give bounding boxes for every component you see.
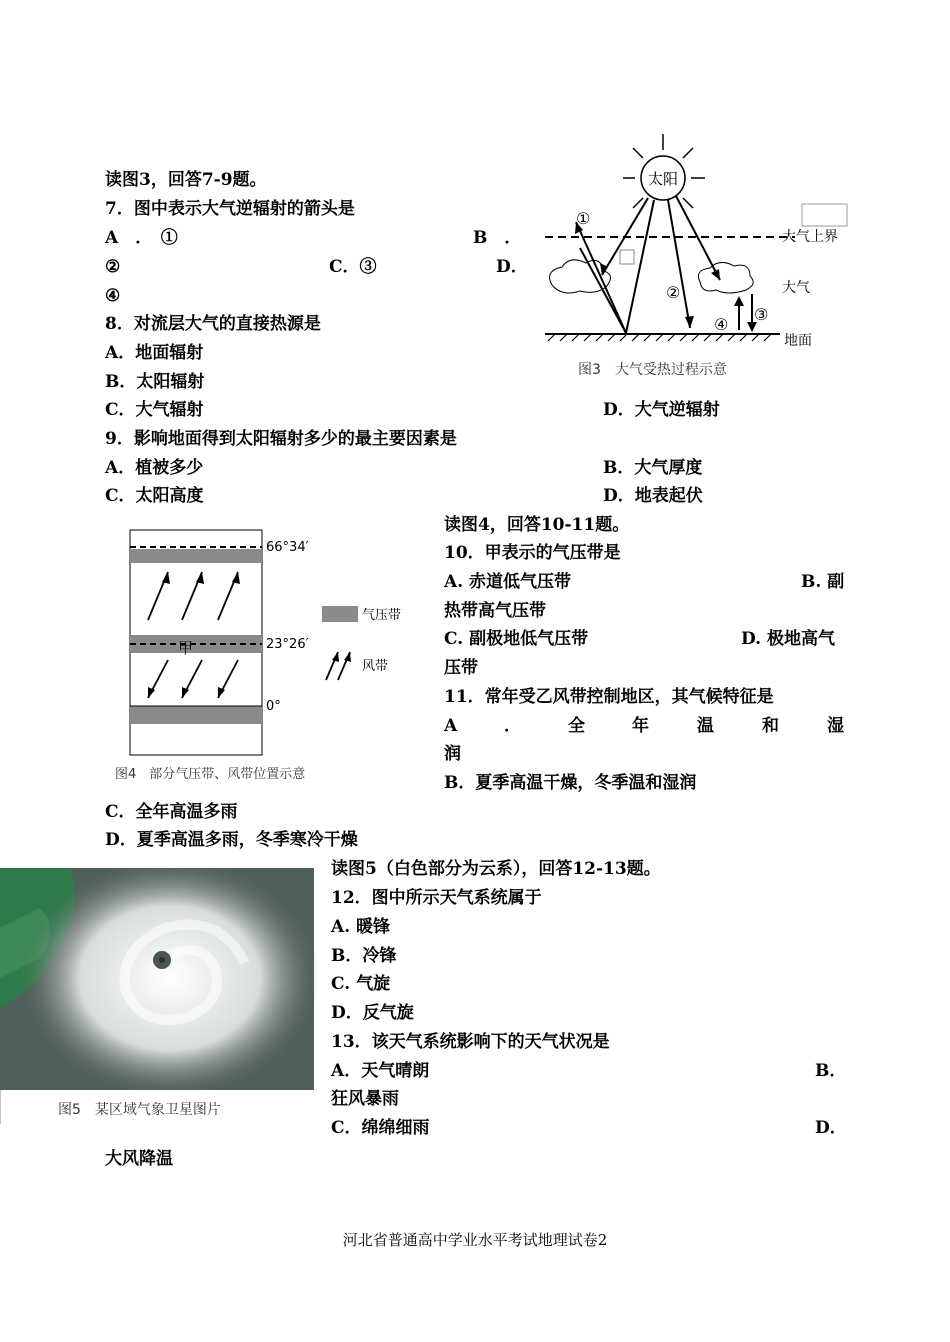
- q13-option-c: C．绵绵细雨: [331, 1118, 430, 1138]
- arrow-1-label: ①: [576, 209, 591, 228]
- q10-option-a: A. 赤道低气压带: [444, 572, 572, 592]
- q11-option-a-8: 润: [444, 744, 461, 764]
- arrow-3-label: ③: [754, 305, 769, 324]
- figure-5-satellite-image: [0, 868, 318, 1126]
- q11-option-a-2: ．: [504, 716, 521, 736]
- figure-5-caption: 图5 某区域气象卫星图片: [58, 1102, 221, 1118]
- arrow-4-label: ④: [714, 315, 729, 334]
- figure-4-caption: 图4 部分气压带、风带位置示意: [115, 767, 306, 782]
- q11-stem: 11．常年受乙风带控制地区，其气候特征是: [444, 687, 774, 707]
- q9-option-d: D．地表起伏: [603, 486, 703, 506]
- lat-66-label: 66°34′: [266, 540, 309, 555]
- q11-option-a-7: 湿: [827, 716, 844, 736]
- figure-4-pressure-wind-belts: [110, 520, 430, 790]
- jia-label: 甲: [178, 639, 194, 657]
- q12-stem: 12．图中所示天气系统属于: [331, 888, 542, 908]
- q13-option-b: B．: [815, 1061, 847, 1081]
- atmosphere-top-label: 大气上界: [782, 229, 838, 245]
- q7-option-b-value: ②: [105, 257, 121, 277]
- q12-option-c: C. 气旋: [331, 974, 391, 994]
- q13-option-b-cont: 狂风暴雨: [331, 1089, 399, 1109]
- legend-pressure-belt: 气压带: [362, 608, 402, 623]
- q10-11-intro: 读图4，回答10-11题。: [444, 515, 630, 535]
- q7-option-d-value: ④: [105, 286, 121, 306]
- q12-13-intro: 读图5（白色部分为云系），回答12-13题。: [331, 859, 661, 879]
- q7-option-c: C．③: [329, 257, 377, 277]
- q13-stem: 13．该天气系统影响下的天气状况是: [331, 1032, 610, 1052]
- arrow-2-label: ②: [666, 283, 681, 302]
- q9-option-b: B．大气厚度: [603, 458, 703, 478]
- q9-option-c: C．太阳高度: [105, 486, 204, 506]
- figure-3-atmosphere-heating: [540, 130, 850, 382]
- q7-option-d: D．: [496, 257, 528, 277]
- figure-3-caption: 图3 大气受热过程示意: [578, 362, 727, 378]
- q11-option-b: B．夏季高温干燥，冬季温和湿润: [444, 773, 697, 793]
- q11-option-c: C．全年高温多雨: [105, 802, 238, 822]
- lat-23-label: 23°26′: [266, 637, 309, 652]
- page-footer: 河北省普通高中学业水平考试地理试卷2: [342, 1231, 608, 1249]
- q10-stem: 10．甲表示的气压带是: [444, 543, 621, 563]
- q8-option-d: D．大气逆辐射: [603, 400, 720, 420]
- q9-stem: 9．影响地面得到太阳辐射多少的最主要因素是: [105, 429, 457, 449]
- legend-wind-belt: 风带: [362, 659, 389, 674]
- q11-option-a-5: 温: [697, 716, 714, 736]
- q11-option-a-1: A: [444, 716, 458, 736]
- atmosphere-label: 大气: [782, 280, 810, 296]
- q11-option-d: D．夏季高温多雨，冬季寒冷干燥: [105, 830, 358, 850]
- q7-option-a: A ． ①: [105, 228, 178, 248]
- q8-option-c: C．大气辐射: [105, 400, 204, 420]
- q8-option-a: A．地面辐射: [105, 343, 204, 363]
- lat-0-label: 0°: [266, 699, 281, 714]
- q13-option-a: A．天气晴朗: [331, 1061, 430, 1081]
- q7-9-intro: 读图3，回答7-9题。: [105, 170, 267, 190]
- q12-option-a: A. 暖锋: [331, 917, 391, 937]
- q7-stem: 7．图中表示大气逆辐射的箭头是: [105, 199, 355, 219]
- q11-option-a-6: 和: [762, 716, 779, 736]
- q13-option-d: D．: [815, 1118, 847, 1138]
- q12-option-d: D．反气旋: [331, 1003, 414, 1023]
- q7-option-b: B ．: [473, 228, 522, 248]
- q9-option-a: A．植被多少: [105, 458, 204, 478]
- q10-option-d: D. 极地高气: [741, 629, 835, 649]
- sun-label: 太阳: [647, 170, 679, 188]
- q10-option-b: B. 副: [801, 572, 845, 592]
- q11-option-a-3: 全: [568, 716, 585, 736]
- q13-option-d-cont: 大风降温: [105, 1149, 173, 1169]
- q11-option-a-4: 年: [632, 716, 649, 736]
- q8-stem: 8．对流层大气的直接热源是: [105, 314, 321, 334]
- ground-label: 地面: [784, 333, 812, 349]
- q10-option-d-cont: 压带: [444, 658, 478, 678]
- q12-option-b: B．冷锋: [331, 946, 397, 966]
- q10-option-b-cont: 热带高气压带: [444, 601, 546, 621]
- q8-option-b: B．太阳辐射: [105, 372, 205, 392]
- q10-option-c: C. 副极地低气压带: [444, 629, 589, 649]
